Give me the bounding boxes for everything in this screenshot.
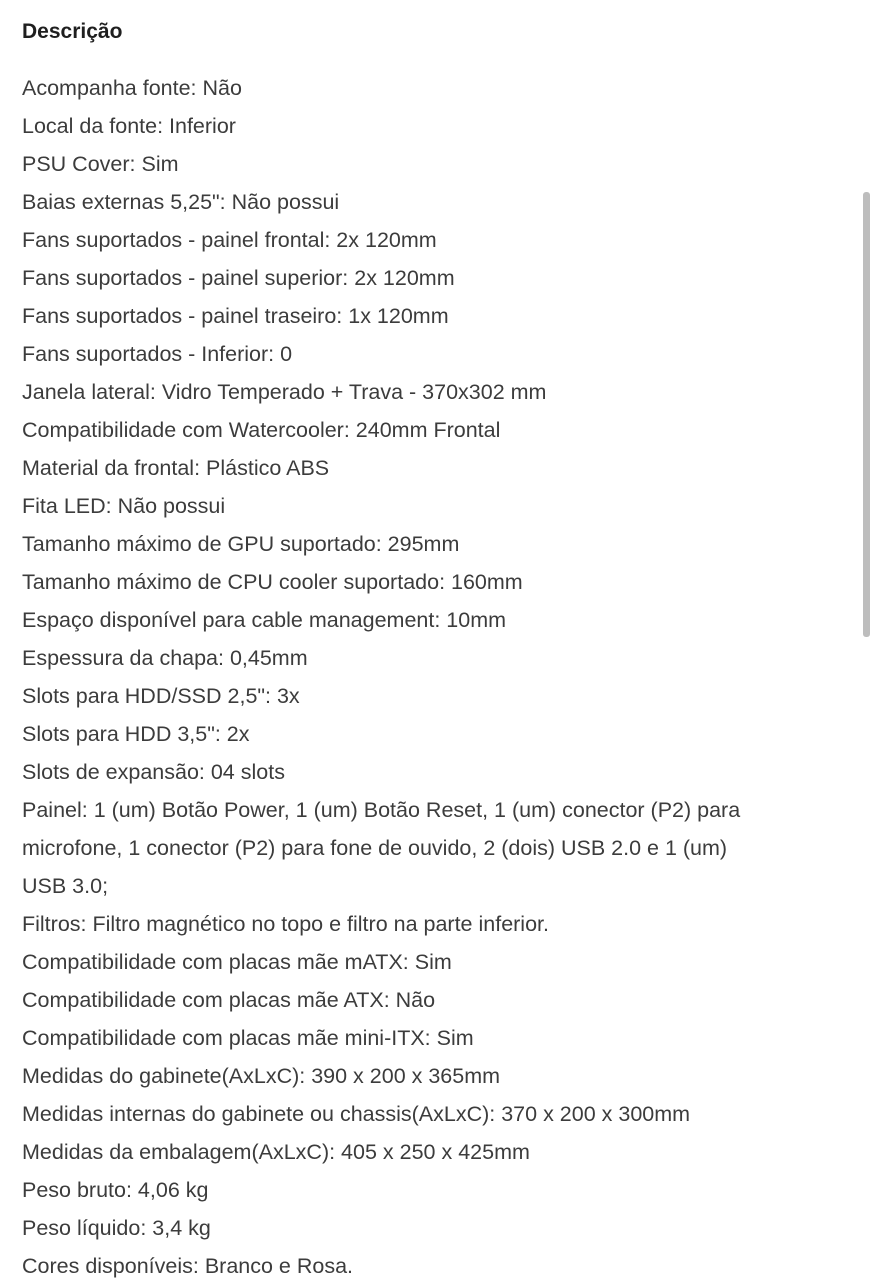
description-line: Acompanha fonte: Não — [22, 76, 242, 100]
description-line: Fans suportados - painel traseiro: 1x 120mm — [22, 304, 449, 328]
description-line: Espessura da chapa: 0,45mm — [22, 646, 308, 670]
description-line: Painel: 1 (um) Botão Power, 1 (um) Botão Reset, 1 (um) conector (P2) para — [22, 798, 741, 822]
description-line: Material da frontal: Plástico ABS — [22, 456, 330, 480]
section-title: Descrição — [22, 20, 123, 43]
description-line: Local da fonte: Inferior — [22, 114, 236, 138]
description-line: Medidas internas do gabinete ou chassis(AxLxC): 370 x 200 x 300mm — [22, 1102, 691, 1126]
description-line: Tamanho máximo de CPU cooler suportado: 160mm — [22, 570, 523, 594]
description-line: Peso bruto: 4,06 kg — [22, 1178, 209, 1202]
description-line: Slots para HDD 3,5": 2x — [22, 722, 250, 746]
description-line: Compatibilidade com Watercooler: 240mm Frontal — [22, 418, 501, 442]
description-list — [22, 69, 842, 1285]
description-line: Fans suportados - Inferior: 0 — [22, 342, 293, 366]
description-line: Espaço disponível para cable management: 10mm — [22, 608, 507, 632]
description-line: Compatibilidade com placas mãe mini-ITX: Sim — [22, 1026, 474, 1050]
description-line: microfone, 1 conector (P2) para fone de ouvido, 2 (dois) USB 2.0 e 1 (um) — [22, 836, 728, 860]
description-line: Fita LED: Não possui — [22, 494, 226, 518]
description-line: Filtros: Filtro magnético no topo e filtro na parte inferior. — [22, 912, 549, 936]
description-line: Fans suportados - painel superior: 2x 120mm — [22, 266, 455, 290]
description-line: Compatibilidade com placas mãe ATX: Não — [22, 988, 436, 1012]
description-line: Peso líquido: 3,4 kg — [22, 1216, 211, 1240]
description-line: Slots para HDD/SSD 2,5": 3x — [22, 684, 300, 708]
description-line: Janela lateral: Vidro Temperado + Trava - 370x302 mm — [22, 380, 547, 404]
description-line: Baias externas 5,25": Não possui — [22, 190, 340, 214]
description-line: Slots de expansão: 04 slots — [22, 760, 285, 784]
description-line: PSU Cover: Sim — [22, 152, 179, 176]
description-line: Medidas do gabinete(AxLxC): 390 x 200 x 365mm — [22, 1064, 501, 1088]
description-line: Compatibilidade com placas mãe mATX: Sim — [22, 950, 452, 974]
description-line: Cores disponíveis: Branco e Rosa. — [22, 1254, 354, 1278]
description-line: Fans suportados - painel frontal: 2x 120mm — [22, 228, 437, 252]
scrollbar-thumb[interactable] — [863, 192, 870, 637]
description-line: Medidas da embalagem(AxLxC): 405 x 250 x 425mm — [22, 1140, 530, 1164]
description-line: USB 3.0; — [22, 874, 109, 898]
description-line: Tamanho máximo de GPU suportado: 295mm — [22, 532, 460, 556]
